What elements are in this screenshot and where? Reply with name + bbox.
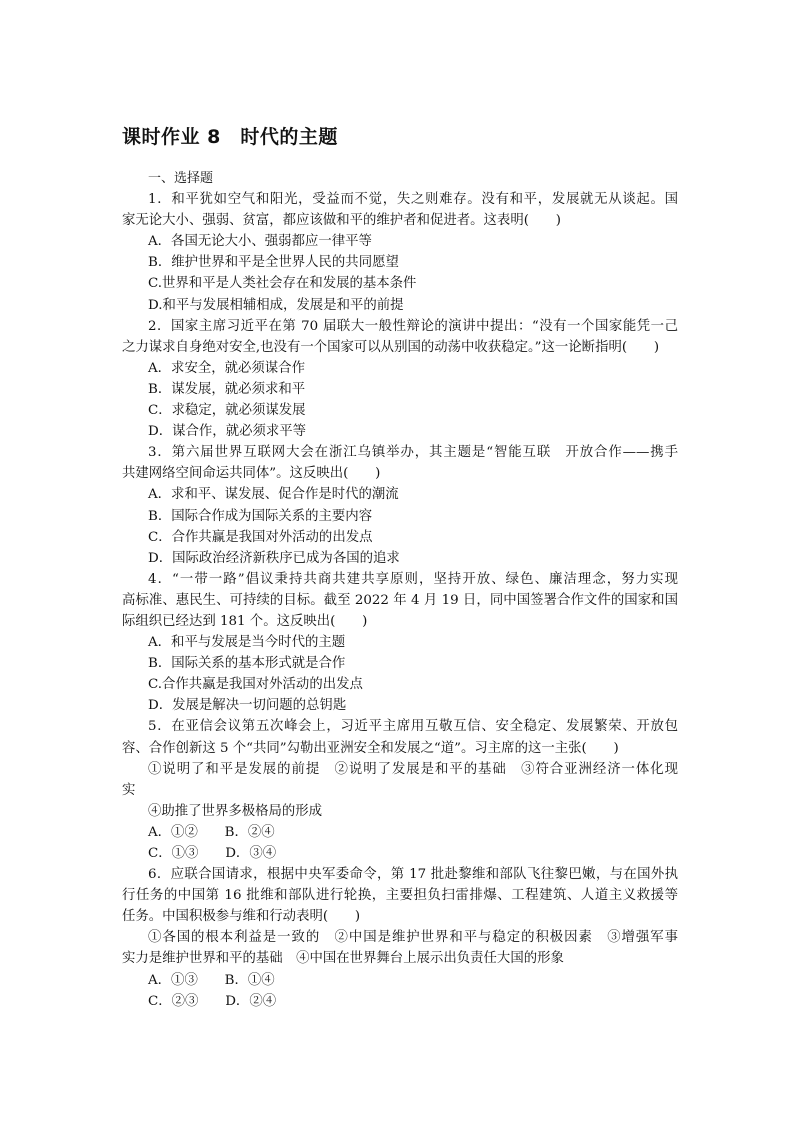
question-6 [122, 864, 678, 1012]
answer-option: D．发展是解决一切问题的总钥匙 [148, 698, 347, 714]
question-stem-line: 2．国家主席习近平在第 70 届联大一般性辩论的演讲中提出：“没有一个国家能凭一己 [148, 318, 678, 334]
answer-option: D.和平与发展相辅相成，发展是和平的前提 [148, 297, 404, 313]
statement-line: ④助推了世界多极格局的形成 [148, 803, 323, 819]
answer-option: C.合作共赢是我国对外活动的出发点 [148, 677, 363, 693]
question-stem-line: 行任务的中国第 16 批维和部队进行轮换，主要担负扫雷排爆、工程建筑、人道主义救援等 [122, 888, 678, 904]
answer-option: A．求安全，就必须谋合作 [148, 360, 305, 376]
question-stem-line: 高标准、惠民生、可持续的目标。截至 2022 年 4 月 19 日，同中国签署合作文件的国家和国 [122, 592, 678, 608]
question-stem-line: 之力谋求自身绝对安全,也没有一个国家可以从别国的动荡中收获稳定。”这一论断指明( ) [122, 339, 660, 355]
statement-line: ①各国的根本利益是一致的 ②中国是维护世界和平与稳定的积极因素 ③增强军事 [148, 930, 678, 946]
question-stem-line: 任务。中国积极参与维和行动表明( ) [122, 909, 361, 925]
statement-line: 实力是维护世界和平的基础 ④中国在世界舞台上展示出负责任大国的形象 [122, 951, 564, 967]
section-heading: 一、选择题 [148, 171, 214, 186]
question-stem-line: 共建网络空间命运共同体”。这反映出( ) [122, 466, 381, 482]
answer-option: D．国际政治经济新秩序已成为各国的追求 [148, 550, 400, 566]
question-stem-line: 3．第六届世界互联网大会在浙江乌镇举办，其主题是“智能互联 开放合作——携手 [148, 445, 678, 461]
question-stem-line: 5．在亚信会议第五次峰会上，习近平主席用互敬互信、安全稳定、发展繁荣、开放包 [148, 719, 678, 735]
question-1 [122, 189, 678, 316]
answer-option: B．国际合作成为国际关系的主要内容 [148, 508, 373, 524]
answer-option: C．①③ D．③④ [148, 846, 277, 861]
question-stem-line: 家无论大小、强弱、贫富，都应该做和平的维护者和促进者。这表明( ) [122, 213, 561, 229]
question-stem-line: 际组织已经达到 181 个。这反映出( ) [122, 613, 368, 629]
answer-option: A．求和平、谋发展、促合作是时代的潮流 [148, 487, 399, 503]
statement-line: 实 [122, 782, 136, 798]
question-5 [122, 716, 678, 864]
answer-option: A．各国无论大小、强弱都应一律平等 [148, 234, 372, 250]
answer-option: C．合作共赢是我国对外活动的出发点 [148, 529, 373, 545]
question-4 [122, 569, 678, 717]
answer-option: D．谋合作，就必须求平等 [148, 424, 307, 440]
question-stem-line: 容、合作创新这 5 个“共同”勾勒出亚洲安全和发展之“道”。习主席的这一主张( ) [122, 740, 619, 756]
answer-option: C．②③ D．②④ [148, 993, 277, 1009]
answer-option: A．和平与发展是当今时代的主题 [148, 635, 346, 651]
statement-line: ①说明了和平是发展的前提 ②说明了发展是和平的基础 ③符合亚洲经济一体化现 [148, 761, 678, 777]
answer-option: A．①② B．②④ [148, 824, 275, 840]
answer-option: C.世界和平是人类社会存在和发展的基本条件 [148, 276, 417, 292]
question-stem-line: 6．应联合国请求，根据中央军委命令，第 17 批赴黎维和部队飞往黎巴嫩，与在国外执 [148, 867, 678, 883]
answer-option: C．求稳定，就必须谋发展 [148, 403, 306, 419]
question-stem-line: 1．和平犹如空气和阳光，受益而不觉，失之则难存。没有和平，发展就无从谈起。国 [148, 192, 678, 208]
answer-option: B．维护世界和平是全世界人民的共同愿望 [148, 255, 399, 271]
question-2 [122, 316, 678, 443]
page-title: 课时作业 8 时代的主题 [122, 126, 338, 148]
question-3 [122, 442, 678, 569]
question-stem-line: 4．“一带一路”倡议秉持共商共建共享原则，坚持开放、绿色、廉洁理念，努力实现 [148, 571, 678, 587]
question-list [122, 168, 678, 1012]
answer-option: B．谋发展，就必须求和平 [148, 381, 306, 397]
answer-option: A．①③ B．①④ [148, 972, 275, 988]
answer-option: B．国际关系的基本形式就是合作 [148, 656, 346, 672]
